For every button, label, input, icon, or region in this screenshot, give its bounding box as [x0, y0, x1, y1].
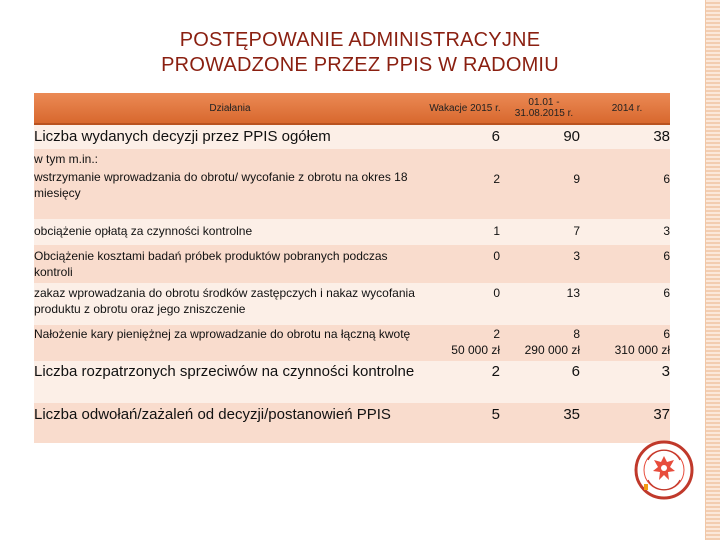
header-summer-2015: Wakacje 2015 r. [429, 102, 501, 114]
row-label: Liczba rozpatrzonych sprzeciwów na czynności kontrolne [34, 363, 415, 380]
table-row [34, 149, 670, 167]
value-2015-period: 7 [573, 224, 580, 238]
count: 6 [663, 327, 670, 341]
value-2014: 6 [663, 286, 670, 300]
table-row [34, 125, 670, 149]
value-summer-2015: 0 [493, 286, 500, 300]
row-label: Obciążenie kosztami badań próbek produktów pobranych podczas kontroli [34, 249, 388, 279]
value-2015-period: 6 [571, 363, 580, 380]
value-summer-2015: 2 [493, 172, 500, 186]
table-header [34, 93, 670, 125]
row-label: wstrzymanie wprowadzania do obrotu/ wycofanie z obrotu na okres 18 miesięcy [34, 170, 408, 200]
table-row [34, 167, 670, 219]
title-line-1: POSTĘPOWANIE ADMINISTRACYJNE [179, 29, 541, 51]
count: 8 [573, 327, 580, 341]
row-label: obciążenie opłatą za czynności kontrolne [34, 224, 253, 238]
header-2014: 2014 r. [611, 102, 643, 114]
slide-title [60, 28, 660, 78]
value-2015-period: 35 [563, 406, 580, 423]
title-line-2: PROWADZONE PRZEZ PPIS W RADOMIU [161, 54, 559, 76]
amount: 310 000 zł [614, 343, 670, 357]
eagle-emblem-icon [634, 440, 694, 500]
value-summer-2015: 2 [491, 363, 500, 380]
row-label: Nałożenie kary pieniężnej za wprowadzanie do obrotu na łączną kwotę [34, 327, 411, 341]
value-2015-period: 3 [573, 249, 580, 263]
header-2015-period: 01.01 - 31.08.2015 r. [514, 97, 574, 119]
table-row [34, 219, 670, 245]
table-row [34, 245, 670, 283]
row-label: w tym m.in.: [34, 152, 99, 166]
table-row [34, 325, 670, 361]
value-summer-2015: 0 [493, 249, 500, 263]
amount: 290 000 zł [524, 343, 580, 357]
amount: 50 000 zł [451, 343, 500, 357]
row-label: Liczba wydanych decyzji przez PPIS ogółem [34, 128, 331, 145]
value-2015-period: 90 [563, 128, 580, 145]
value-2015-period: 9 [573, 172, 580, 186]
value-summer-2015: 6 [491, 128, 500, 145]
value-summer-2015: 5 [491, 406, 500, 423]
value-2014: 6 [663, 172, 670, 186]
table-row [34, 283, 670, 325]
header-actions: Działania [209, 102, 251, 114]
decorative-right-border [705, 0, 720, 540]
row-label: Liczba odwołań/zażaleń od decyzji/postanowień PPIS [34, 406, 391, 423]
value-summer-2015 [426, 326, 500, 358]
value-2014: 6 [663, 249, 670, 263]
decisions-table [34, 93, 670, 423]
count: 2 [493, 327, 500, 341]
value-2014: 38 [653, 128, 670, 145]
table-row [34, 361, 670, 403]
value-2015-period [504, 326, 580, 358]
value-2014: 3 [663, 224, 670, 238]
row-label: zakaz wprowadzania do obrotu środków zastępczych i nakaz wycofania produktu z obrotu oraz jego zniszczenie [34, 286, 415, 316]
value-2014: 37 [653, 406, 670, 423]
value-2015-period: 13 [566, 286, 580, 300]
value-2014 [584, 326, 670, 358]
table-row [34, 403, 670, 443]
value-2014: 3 [661, 363, 670, 380]
value-summer-2015: 1 [493, 224, 500, 238]
